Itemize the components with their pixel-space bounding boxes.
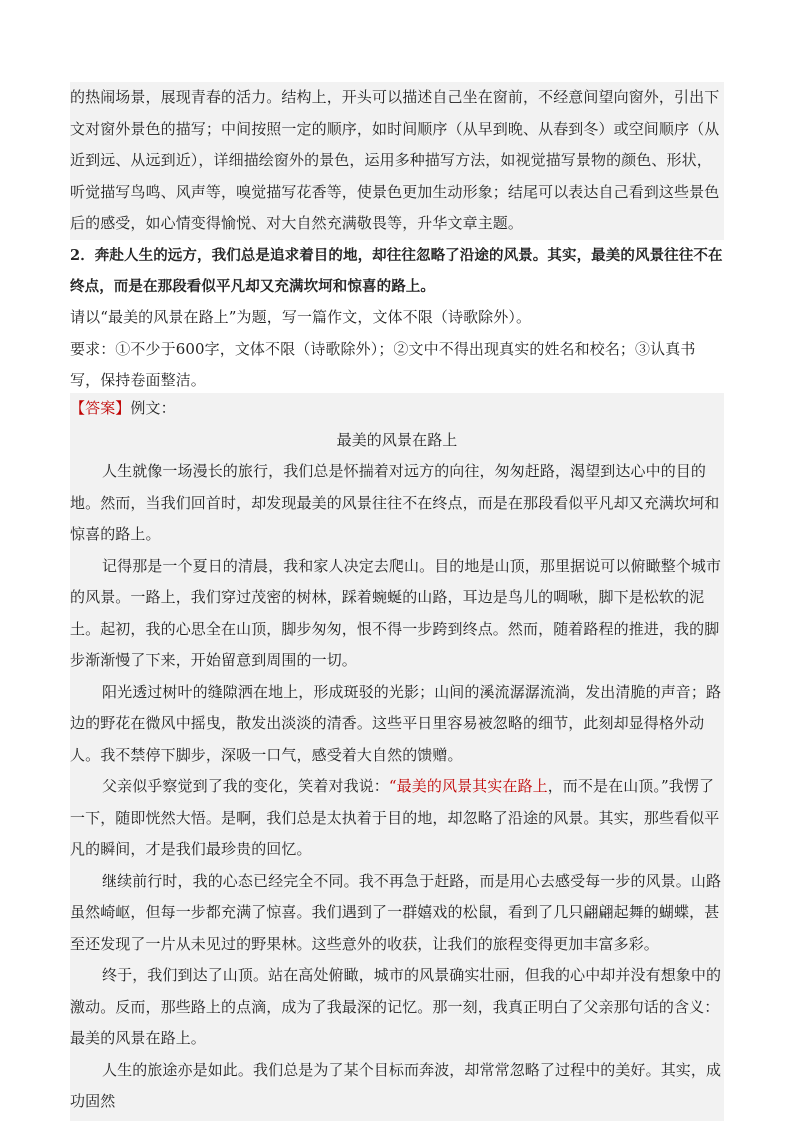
father-quote: “最美的风景其实在路上 (388, 777, 548, 795)
essay-paragraph-6: 终于，我们到达了山顶。站在高处俯瞰，城市的风景确实壮丽，但我的心中却并没有想象中的激动。反而，那些路上的点滴，成为了我最深的记忆。那一刻，我真正明白了父亲那句话的含义：最美的风景在路上。 (70, 966, 722, 1047)
essay-paragraph-7: 人生的旅途亦是如此。我们总是为了某个目标而奔波，却常常忽略了过程中的美好。其实，成功固然 (70, 1060, 722, 1110)
essay-paragraph-1: 人生就像一场漫长的旅行，我们总是怀揣着对远方的向往，匆匆赶路，渴望到达心中的目的地。然而，当我们回首时，却发现最美的风景往往不在终点，而是在那段看似平凡却又充满坎坷和惊喜的路上。 (70, 462, 720, 543)
answer-label: 例文： (130, 399, 176, 417)
essay-title: 最美的风景在路上 (336, 430, 458, 449)
answer-header (70, 393, 724, 425)
answer-block (70, 393, 724, 1121)
essay-paragraph-4 (70, 771, 724, 866)
question-title: 2．奔赴人生的远方，我们总是追求着目的地，却往往忽略了沿途的风景。其实，最美的风景往往不在终点，而是在那段看似平凡却又充满坎坷和惊喜的路上。 (70, 247, 723, 295)
essay-paragraph-4-end: ，而不是在山顶。”我愣了一下，随即恍然大悟。是啊，我们总是太执着于目的地，却忽略了沿途的风景。其实，那些看似平凡的瞬间，才是我们最珍贵的回忆。 (70, 777, 720, 858)
essay-paragraph-5: 继续前行时，我的心态已经完全不同。我不再急于赶路，而是用心去感受每一步的风景。山路虽然崎岖，但每一步都充满了惊喜。我们遇到了一群嬉戏的松鼠，看到了几只翩翩起舞的蝴蝶，甚至还发现了一片从未见过的野果林。这些意外的收获，让我们的旅程变得更加丰富多彩。 (70, 871, 722, 953)
guidance-paragraph-block (70, 82, 724, 240)
answer-tag: 【答案】 (70, 399, 131, 417)
question-prompt: 请以“最美的风景在路上”为题，写一篇作文，文体不限（诗歌除外）。 (70, 308, 532, 326)
essay-paragraph-4-start: 父亲似乎察觉到了我的变化，笑着对我说： (102, 777, 389, 795)
guidance-paragraph: 的热闹场景，展现青春的活力。结构上，开头可以描述自己坐在窗前，不经意间望向窗外，引出下文对窗外景色的描写；中间按照一定的顺序，如时间顺序（从早到晚、从春到冬）或空间顺序（从近到远、从远到近），详细描绘窗外的景色，运用多种描写方法，如视觉描写景物的颜色、形状，听觉描写鸟鸣、风声等，嗅觉描写花香等，使景色更加生动形象；结尾可以表达自己看到这些景色后的感受，如心情变得愉悦、对大自然充满敬畏等，升华文章主题。 (70, 88, 720, 232)
question-block (70, 240, 724, 397)
essay-paragraph-3: 阳光透过树叶的缝隙洒在地上，形成斑驳的光影；山间的溪流潺潺流淌，发出清脆的声音；路边的野花在微风中摇曳，散发出淡淡的清香。这些平日里容易被忽略的细节，此刻却显得格外动人。我不禁停下脚步，深吸一口气，感受着大自然的馈赠。 (70, 682, 722, 764)
question-requirements: 要求：①不少于600字，文体不限（诗歌除外）；②文中不得出现真实的姓名和校名；③认真书写，保持卷面整洁。 (70, 339, 696, 389)
essay-paragraph-2: 记得那是一个夏日的清晨，我和家人决定去爬山。目的地是山顶，那里据说可以俯瞰整个城市的风景。一路上，我们穿过茂密的树林，踩着蜿蜒的山路，耳边是鸟儿的啁啾，脚下是松软的泥土。起初，我的心思全在山顶，脚步匆匆，恨不得一步跨到终点。然而，随着路程的推进，我的脚步渐渐慢了下来，开始留意到周围的一切。 (70, 556, 722, 669)
